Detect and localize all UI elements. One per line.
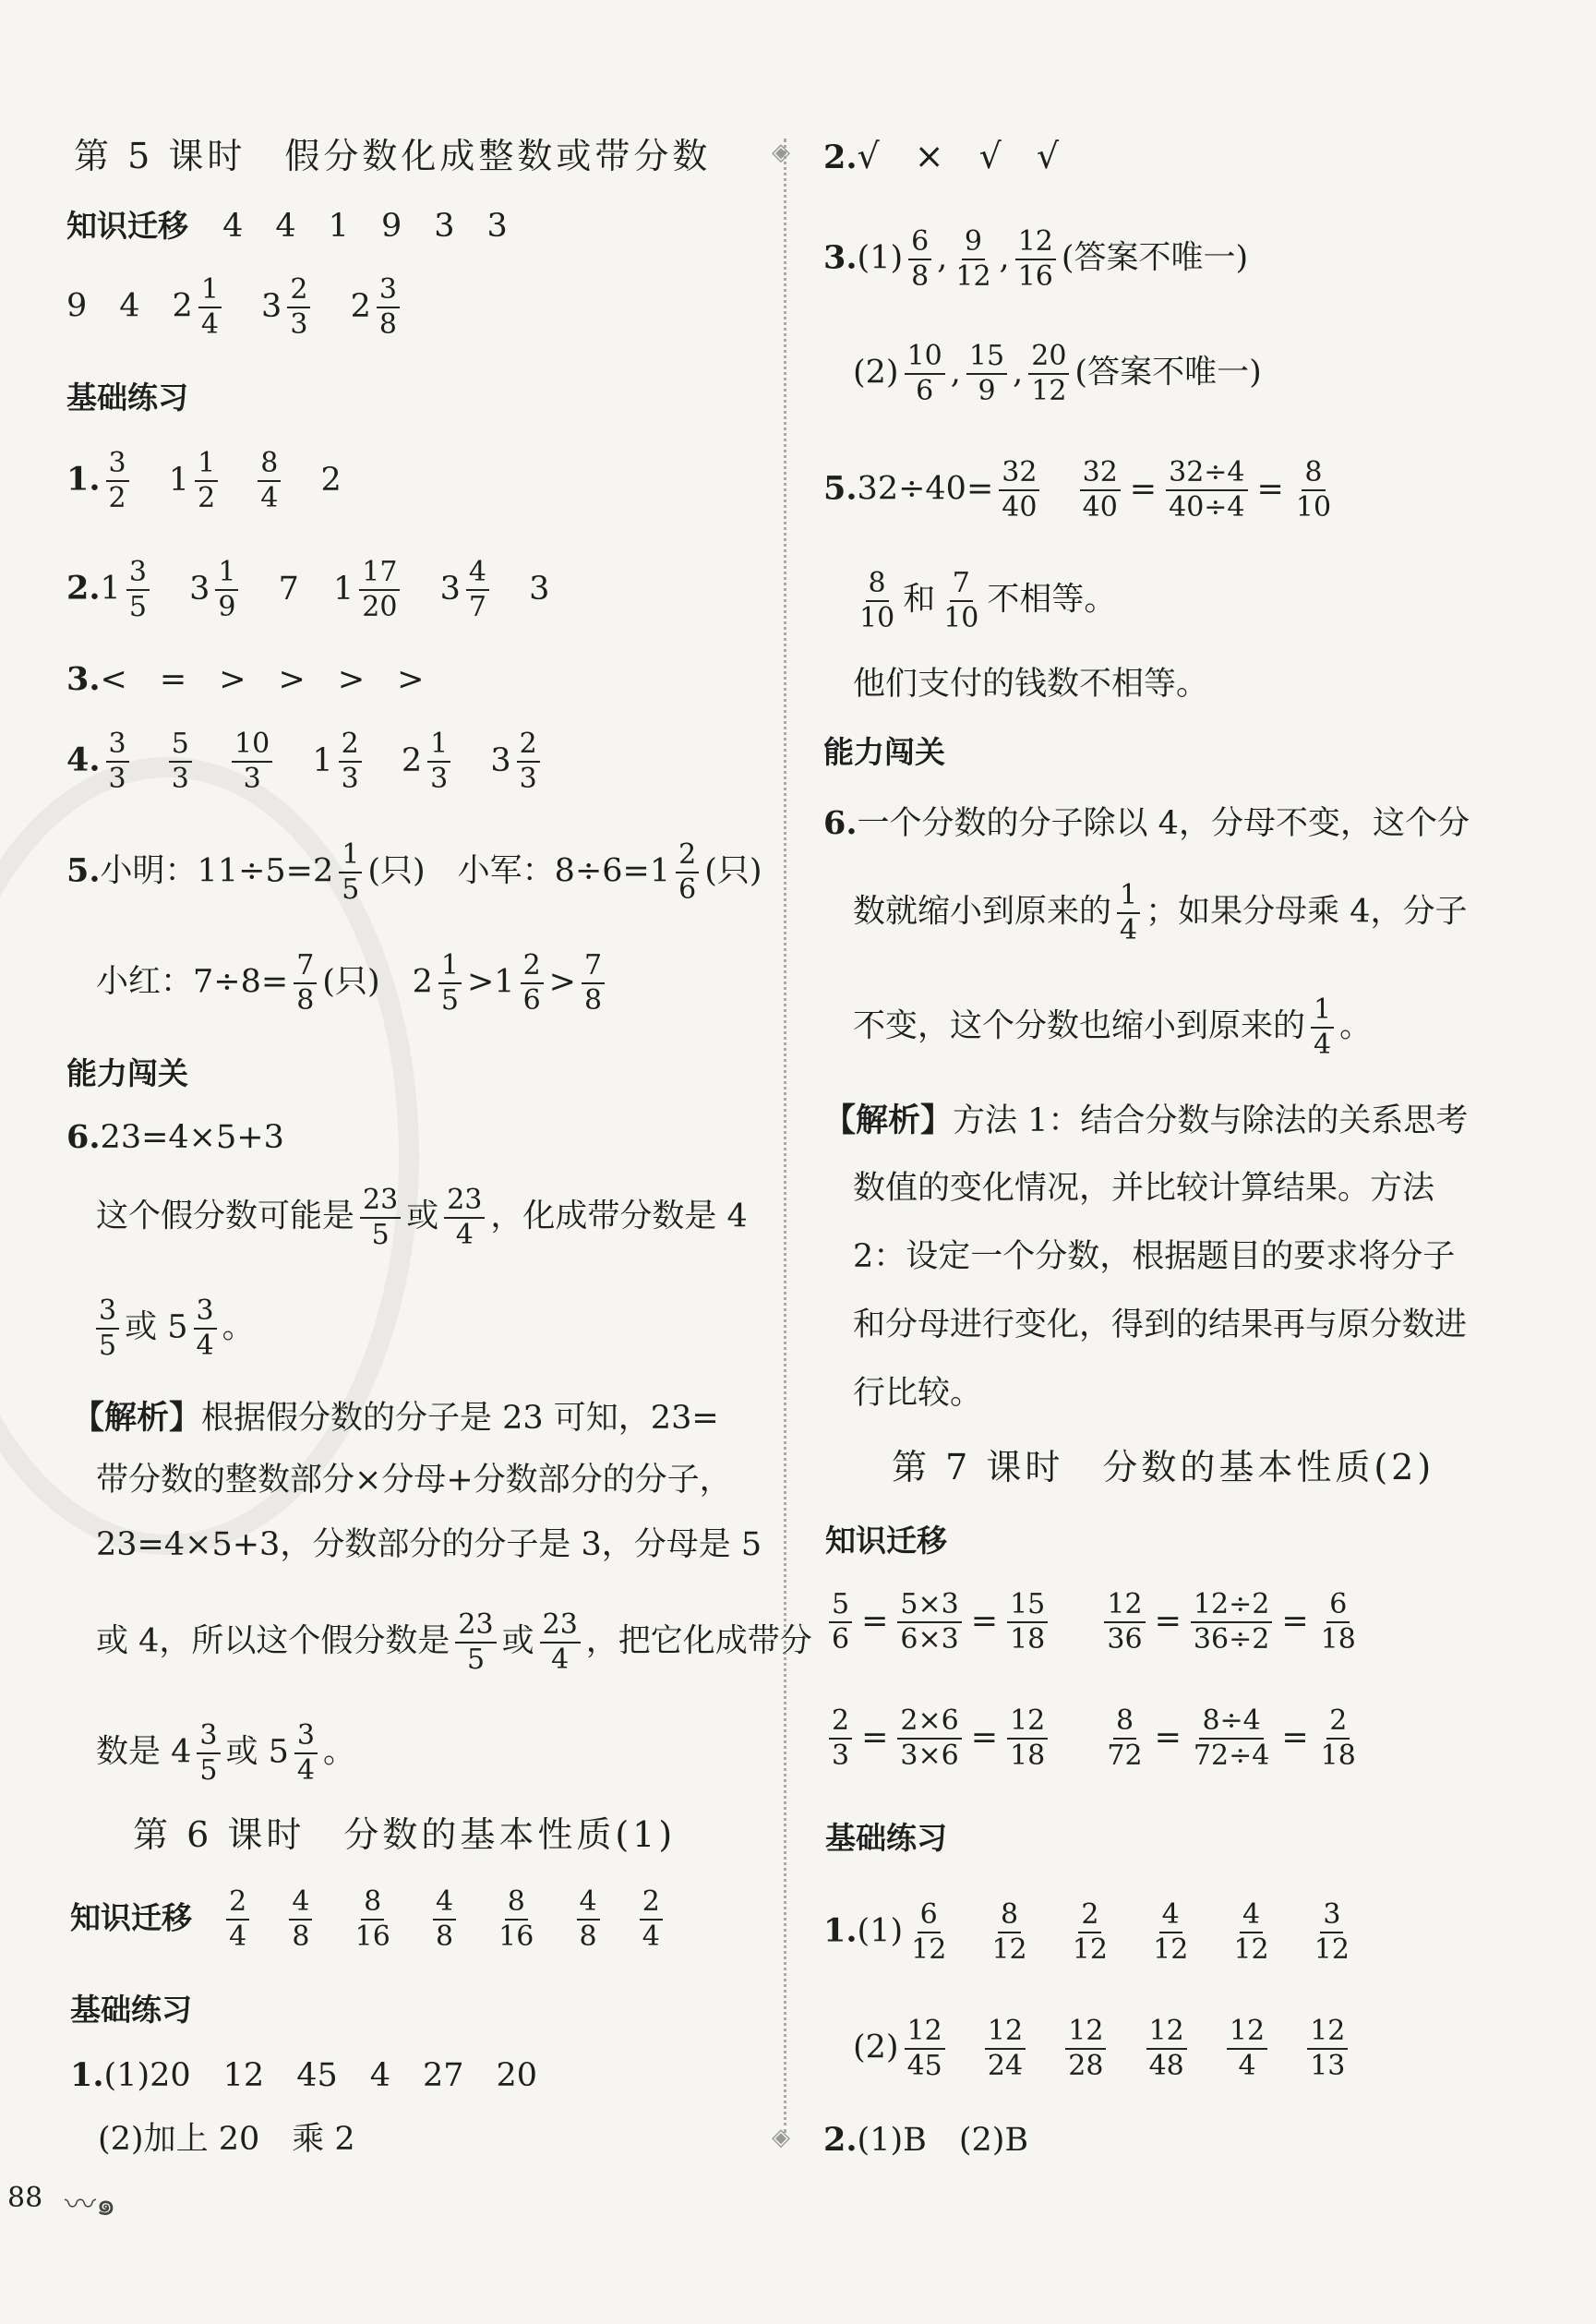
fraction: $\frac{12}{48}$	[1146, 2015, 1187, 2083]
fraction: $\frac{8\div 4}{72\div 4}$	[1193, 1704, 1270, 1772]
text: 3	[189, 570, 210, 608]
fraction: $\frac{20}{12}$	[1028, 340, 1069, 408]
fraction: $\frac{1}{2}$	[195, 447, 218, 515]
question-2	[66, 556, 549, 624]
equation-row-1: $\frac{5}{6}$ = $\frac{5\times 3}{6\times 3}$ = $\frac{15}{18}$ $\frac{12}{36}$ = $\frac{12\div 2}{36\div 2}$ = $\frac{6}{18}$	[823, 1588, 1364, 1656]
fraction: $\frac{6}{12}$	[911, 1898, 947, 1966]
fraction: $\frac{12}{18}$	[1007, 1704, 1048, 1773]
lesson6-title: 第 6 课时 分数的基本性质(1)	[133, 1814, 677, 1855]
text: 。	[222, 1308, 255, 1346]
r-question-3: 3.(1) $\frac{6}{8}$ , $\frac{9}{12}$ , $\frac{12}{16}$ (答案不唯一)	[823, 225, 1249, 293]
jiexi-line2: 带分数的整数部分×分母+分数部分的分子，	[96, 1462, 732, 1499]
q-number: 6.	[823, 804, 858, 842]
text: ；如果分母乘 4，分子	[1146, 893, 1468, 931]
text: 数是 4	[96, 1733, 192, 1771]
equation-row-2: $\frac{2}{3}$ = $\frac{2\times 6}{3\times 6}$ = $\frac{12}{18}$ $\frac{8}{72}$ = $\frac{8\div 4}{72\div 4}$ = $\frac{2}{18}$	[823, 1704, 1364, 1773]
fraction: $\frac{8}{16}$	[354, 1885, 390, 1953]
text: (2)	[853, 354, 899, 391]
text: 2	[350, 287, 371, 325]
r-jiexi-line1	[823, 1104, 1468, 1138]
fraction: $\frac{1}{5}$	[339, 838, 362, 907]
fraction: $\frac{12}{4}$	[1227, 2015, 1267, 2083]
q-number: 1.	[823, 1911, 858, 1950]
text: 不变，这个分数也缩小到原来的	[853, 1007, 1306, 1045]
fraction: $\frac{10}{3}$	[232, 728, 272, 796]
fraction: $\frac{7}{8}$	[582, 949, 605, 1018]
fraction: $\frac{3}{8}$	[377, 273, 400, 342]
jiexi-line3: 23=4×5+3，分数部分的分子是 3，分母是 5	[96, 1526, 762, 1563]
fraction: $\frac{23}{5}$	[360, 1184, 401, 1252]
text: 。	[1339, 1007, 1373, 1045]
fraction: $\frac{12}{24}$	[985, 2015, 1026, 2083]
lesson7-title: 第 7 课时 分数的基本性质(2)	[892, 1447, 1435, 1487]
divider-ornament-top: ◈	[772, 138, 790, 166]
fraction: $\frac{8}{12}$	[991, 1898, 1027, 1966]
nengli-label: 能力闯关	[66, 1055, 188, 1091]
r-jiexi-line5: 行比较。	[853, 1375, 983, 1412]
r-question-71	[823, 1898, 1358, 1967]
fraction: $\frac{2}{6}$	[521, 949, 544, 1018]
r-question-5-line3: 他们支付的钱数不相等。	[853, 666, 1209, 703]
fraction: $\frac{23}{4}$	[540, 1608, 581, 1677]
question-1	[66, 447, 342, 515]
text: (只) 2	[322, 963, 433, 1001]
question-6-line2	[96, 1184, 748, 1252]
text: >	[548, 963, 576, 1001]
fraction: $\frac{2}{3}$	[829, 1704, 852, 1773]
zhishi-row2	[66, 273, 405, 342]
fraction: $\frac{2}{3}$	[287, 273, 310, 342]
zhishi-label: 知识迁移	[66, 208, 188, 244]
text: 3	[490, 741, 511, 779]
text: 23=4×5+3	[100, 1119, 284, 1156]
text: 3	[261, 287, 282, 325]
text: (只) 小军：8÷6=1	[367, 852, 671, 890]
text: 这个假分数可能是	[96, 1198, 355, 1235]
text: 1	[100, 570, 121, 608]
text: 3	[529, 570, 550, 608]
fraction: $\frac{7}{10}$	[943, 567, 979, 634]
zhishi-values: 4 4 1 9 3 3	[222, 208, 508, 245]
divider-ornament-bottom: ◈	[772, 2124, 790, 2151]
fraction: $\frac{3}{4}$	[294, 1719, 318, 1788]
fraction: $\frac{12}{16}$	[1015, 225, 1056, 294]
r-jiexi-line4: 和分母进行变化，得到的结果再与原分数进	[853, 1306, 1468, 1343]
fraction: $\frac{3}{12}$	[1314, 1898, 1350, 1966]
text: >1	[466, 963, 515, 1001]
r-question-6-line2	[853, 879, 1468, 947]
text: 或 5	[125, 1308, 188, 1346]
r-question-6	[823, 804, 1470, 842]
r-nengli-label: 能力闯关	[823, 734, 945, 770]
jichu7-label: 基础练习	[825, 1820, 947, 1856]
fraction: $\frac{12}{13}$	[1307, 2015, 1348, 2083]
fraction: $\frac{8}{72}$	[1107, 1704, 1143, 1772]
fraction: $\frac{8}{16}$	[498, 1885, 534, 1953]
fraction: $\frac{15}{18}$	[1007, 1588, 1048, 1656]
fraction: $\frac{12\div 2}{36\div 2}$	[1191, 1588, 1272, 1656]
r-question-6-line3	[853, 993, 1372, 1062]
text: (只)	[704, 852, 762, 890]
text: 或	[406, 1198, 439, 1235]
fraction: $\frac{7}{8}$	[294, 949, 317, 1018]
fraction: $\frac{8}{4}$	[258, 447, 281, 515]
fraction: $\frac{23}{5}$	[455, 1608, 496, 1677]
fraction: $\frac{2}{18}$	[1320, 1704, 1356, 1772]
text: 1	[312, 741, 333, 779]
fraction: $\frac{10}{6}$	[905, 340, 945, 408]
fraction: $\frac{4}{8}$	[577, 1885, 600, 1954]
fraction: $\frac{5\times 3}{6\times 3}$	[897, 1588, 961, 1656]
question-5-line2	[96, 949, 610, 1018]
q-number: 1.	[66, 460, 101, 499]
text: 9 4 2	[66, 287, 193, 325]
text: √ × √ √	[857, 136, 1060, 176]
text: 。	[323, 1733, 356, 1771]
text: 和	[903, 581, 936, 619]
r-question-2	[823, 138, 1059, 175]
fraction: $\frac{1}{4}$	[198, 273, 222, 342]
text: (2)	[853, 2029, 899, 2066]
text: 1	[333, 570, 354, 608]
fraction: $\frac{5}{3}$	[169, 728, 192, 796]
fraction: $\frac{2}{3}$	[339, 728, 362, 796]
fraction: $\frac{4}{12}$	[1153, 1898, 1189, 1966]
fraction: $\frac{12}{28}$	[1065, 2015, 1106, 2083]
text: 7	[278, 570, 299, 608]
fraction: $\frac{2}{4}$	[226, 1885, 249, 1954]
question-5	[66, 838, 762, 907]
text: 一个分数的分子除以 4，分母不变，这个分	[857, 805, 1470, 842]
jiexi-tag: 【解析】	[72, 1399, 202, 1437]
question-4	[66, 728, 546, 796]
fraction: $\frac{4}{7}$	[466, 556, 489, 624]
fraction: $\frac{12}{36}$	[1104, 1588, 1145, 1656]
fraction: $\frac{2}{3}$	[517, 728, 540, 796]
fraction: $\frac{3}{4}$	[194, 1294, 217, 1363]
fraction: $\frac{1}{9}$	[215, 556, 238, 624]
text: (答案不唯一)	[1061, 239, 1249, 277]
fraction: $\frac{1}{4}$	[1117, 879, 1140, 947]
jiexi-tag: 【解析】	[823, 1102, 954, 1139]
r-jiexi-line3: 2：设定一个分数，根据题目的要求将分子	[853, 1238, 1456, 1275]
r-jiexi-line2: 数值的变化情况，并比较计算结果。方法	[853, 1170, 1435, 1207]
zhishi-row	[66, 208, 508, 245]
question-6-line3	[90, 1294, 255, 1363]
text: ，化成带分数是 4	[490, 1198, 748, 1235]
question-6	[66, 1118, 284, 1156]
jiexi-line1	[72, 1399, 719, 1437]
text: (1)	[857, 239, 904, 277]
q-number: 1.	[70, 2056, 104, 2094]
text: 根据假分数的分子是 23 可知，23=	[201, 1400, 719, 1437]
lesson5-title: 第 5 课时 假分数化成整数或带分数	[74, 136, 712, 176]
fraction: $\frac{4}{8}$	[433, 1885, 456, 1954]
text: 32÷40=	[857, 470, 994, 508]
text: 2	[320, 461, 342, 499]
jiexi-line4	[96, 1608, 812, 1677]
text: ，把它化成带分	[585, 1622, 812, 1660]
fraction: $\frac{2}{6}$	[676, 838, 699, 907]
text: 3	[439, 570, 461, 608]
question-61	[70, 2056, 538, 2094]
jichu6-label: 基础练习	[70, 1992, 192, 2028]
q-number: 2.	[823, 2121, 858, 2159]
q-number: 3.	[823, 238, 858, 277]
text: 小明：11÷5=2	[100, 852, 334, 890]
fraction: $\frac{32}{40}$	[1080, 456, 1121, 524]
text: (1)B (2)B	[857, 2122, 1029, 2159]
r-question-5: 5.32÷40= $\frac{32}{40}$ $\frac{32}{40}$ = $\frac{32\div 4}{40\div 4}$ = $\frac{8}{10}$	[823, 456, 1339, 524]
fraction: $\frac{8}{10}$	[1295, 456, 1332, 524]
fraction: $\frac{4}{12}$	[1233, 1898, 1269, 1966]
fraction: $\frac{2}{12}$	[1072, 1898, 1108, 1966]
fraction: $\frac{3}{5}$	[96, 1294, 119, 1363]
fraction: $\frac{32}{40}$	[999, 456, 1039, 524]
fraction: $\frac{32\div 4}{40\div 4}$	[1166, 456, 1247, 524]
fraction: $\frac{17}{20}$	[359, 556, 400, 624]
r-question-3-line2: (2) $\frac{10}{6}$ , $\frac{15}{9}$ , $\frac{20}{12}$ (答案不唯一)	[853, 340, 1262, 407]
jichu-label: 基础练习	[66, 379, 188, 415]
q-number: 2.	[823, 138, 858, 176]
fraction: $\frac{1}{3}$	[427, 728, 450, 796]
q-number: 4.	[66, 741, 101, 779]
fraction: $\frac{6}{18}$	[1320, 1588, 1356, 1656]
fraction: $\frac{8}{10}$	[859, 567, 895, 634]
fraction: $\frac{12}{45}$	[905, 2015, 945, 2083]
column-divider	[784, 138, 786, 2133]
cloud-ornament-icon: 〰๑	[65, 2186, 116, 2223]
fraction: $\frac{3}{5}$	[197, 1719, 220, 1788]
text: 或	[501, 1622, 534, 1660]
q-number: 2.	[66, 569, 101, 608]
fraction: $\frac{3}{5}$	[126, 556, 150, 624]
text: 1	[168, 461, 190, 499]
fraction: $\frac{2\times 6}{3\times 6}$	[897, 1704, 961, 1773]
fraction: $\frac{9}{12}$	[955, 225, 991, 293]
zhishi6-label: 知识迁移	[70, 1899, 192, 1936]
q-number: 3.	[66, 660, 101, 698]
text: 小红：7÷8=	[96, 963, 289, 1001]
fraction: $\frac{1}{4}$	[1311, 993, 1334, 1062]
text: 或 4，所以这个假分数是	[96, 1622, 450, 1660]
zhishi7-label: 知识迁移	[825, 1523, 947, 1559]
text: 或 5	[225, 1733, 289, 1771]
text: 不相等。	[987, 581, 1117, 619]
fraction: $\frac{4}{8}$	[289, 1885, 312, 1954]
fraction: $\frac{23}{4}$	[444, 1184, 485, 1252]
fraction: $\frac{6}{8}$	[908, 225, 931, 294]
text: 数就缩小到原来的	[853, 893, 1112, 931]
text: (1)20 12 45 4 27 20	[103, 2057, 538, 2094]
text: 方法 1：结合分数与除法的关系思考	[953, 1102, 1469, 1139]
question-3	[66, 660, 425, 698]
r-question-5-line2	[851, 567, 1116, 635]
page-number: 88	[7, 2182, 43, 2214]
jiexi-line5	[96, 1719, 355, 1788]
question-61-line2: (2)加上 20 乘 2	[98, 2121, 355, 2158]
q-number: 5.	[823, 469, 858, 508]
zhishi6-row	[70, 1885, 668, 1954]
fraction: $\frac{5}{6}$	[829, 1588, 852, 1656]
q-number: 5.	[66, 851, 101, 890]
fraction: $\frac{15}{9}$	[966, 340, 1007, 408]
fraction: $\frac{1}{5}$	[438, 949, 462, 1018]
fraction: $\frac{2}{4}$	[640, 1885, 663, 1954]
text: 2	[401, 741, 423, 779]
text: < = > > > >	[100, 661, 425, 698]
q-number: 6.	[66, 1118, 101, 1156]
r-question-71-line2	[853, 2015, 1353, 2083]
fraction: $\frac{3}{2}$	[106, 447, 129, 515]
text: (答案不唯一)	[1074, 354, 1262, 391]
fraction: $\frac{3}{3}$	[106, 728, 129, 796]
text: (1)	[857, 1912, 904, 1950]
r-question-72	[823, 2121, 1029, 2159]
